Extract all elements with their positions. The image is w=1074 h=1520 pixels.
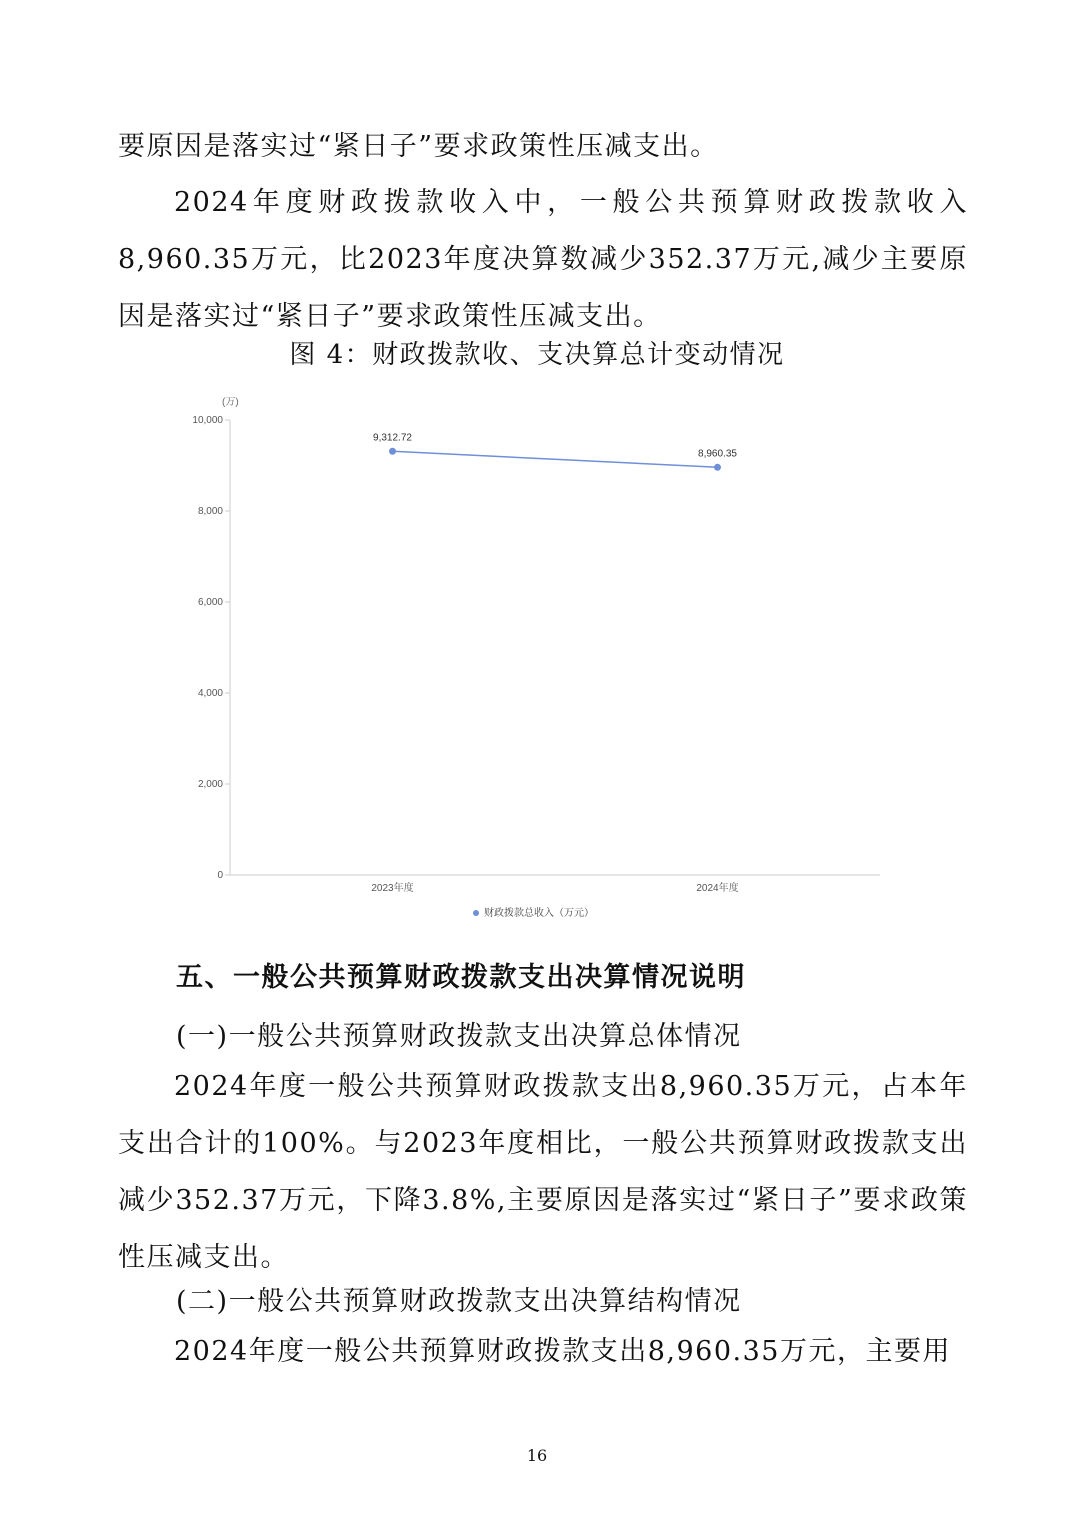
paragraph-expenditure-structure: 2024年度一般公共预算财政拨款支出8,960.35万元，主要用	[174, 1336, 951, 1367]
data-point	[389, 448, 396, 455]
paragraph-fiscal-income: 2024年度财政拨款收入中，一般公共预算财政拨款收入8,960.35万元，比2023年度决算数减少352.37万元,减少主要原因是落实过“紧日子”要求政策性压减支出。	[118, 187, 968, 332]
y-tick-label: 8,000	[197, 506, 223, 517]
data-label: 8,960.35	[698, 448, 737, 460]
data-label: 9,312.72	[373, 432, 412, 444]
y-tick-label: 4,000	[197, 688, 223, 699]
y-unit-label: (万)	[222, 397, 239, 408]
y-tick-label: 6,000	[197, 597, 223, 608]
legend-marker	[473, 910, 479, 916]
x-tick-label: 2024年度	[696, 883, 739, 894]
y-tick-label: 10,000	[192, 415, 223, 426]
figure-caption: 图 4：财政拨款收、支决算总计变动情况	[289, 340, 785, 370]
line-chart	[150, 388, 910, 938]
paragraph-expenditure-overall: 2024年度一般公共预算财政拨款支出8,960.35万元，占本年支出合计的100%。与2023年度相比，一般公共预算财政拨款支出减少352.37万元，下降3.8%,主要原因是落实过“紧日子”要求政策性压减支出。	[118, 1071, 968, 1273]
section-heading: 五、一般公共预算财政拨款支出决算情况说明	[176, 962, 746, 993]
subheading-structure: (二)一般公共预算财政拨款支出决算结构情况	[176, 1286, 742, 1317]
series-line	[393, 451, 718, 467]
page-number: 16	[526, 1446, 548, 1465]
subheading-overall: (一)一般公共预算财政拨款支出决算总体情况	[176, 1021, 742, 1052]
x-tick-label: 2023年度	[371, 883, 414, 894]
legend-label: 财政拨款总收入（万元）	[484, 908, 594, 919]
paragraph-continuation: 要原因是落实过“紧日子”要求政策性压减支出。	[118, 131, 719, 162]
y-tick-label: 0	[217, 870, 223, 881]
y-tick-label: 2,000	[197, 779, 223, 790]
data-point	[714, 464, 721, 471]
